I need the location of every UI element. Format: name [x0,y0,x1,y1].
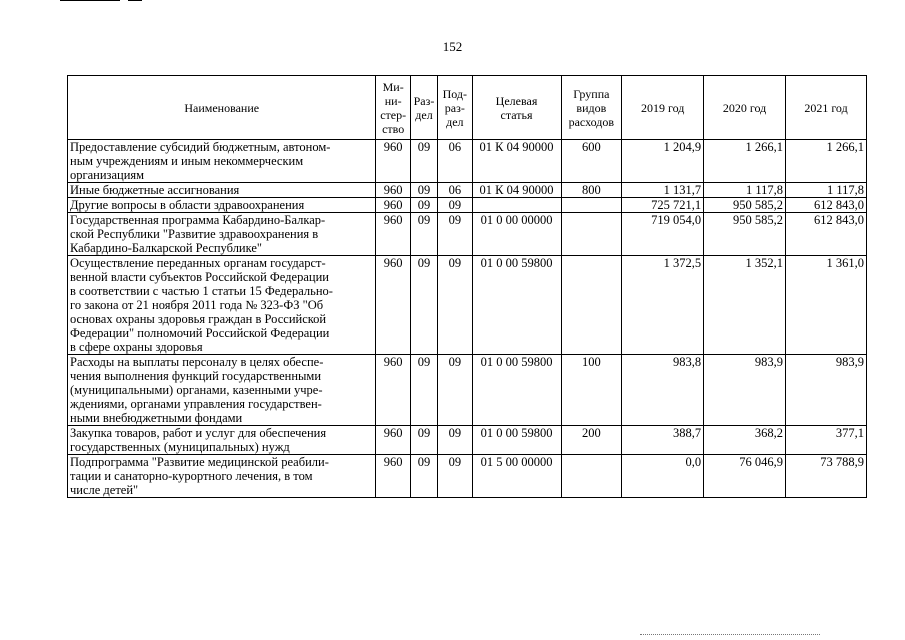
table-row [68,256,867,355]
row-expense-group: 800 [561,183,622,198]
row-2021: 612 843,0 [786,198,867,213]
header-ministry: Ми- ни- стер- ство [376,76,410,140]
header-target: Целевая статья [472,76,561,140]
table-row [68,140,867,183]
row-2019: 1 131,7 [622,183,704,198]
row-ministry: 960 [376,198,410,213]
row-target: 01 К 04 90000 [472,140,561,183]
row-2021: 73 788,9 [786,455,867,498]
row-2020: 950 585,2 [704,213,786,256]
table-row [68,426,867,455]
row-2020: 950 585,2 [704,198,786,213]
row-2019: 388,7 [622,426,704,455]
row-subsection: 09 [438,256,472,355]
row-name: Осуществление переданных органам государст- венной власти субъектов Российской Федерации в соответствии с частью 1 статьи 15 Федерально- го закона от 21 ноября 2011 года № 323-ФЗ "Об основах охраны здоровья граждан в Российской Федерации" полномочий Российской Федерации в сфере охраны здоровья [68,256,376,355]
row-subsection: 09 [438,455,472,498]
row-2019: 0,0 [622,455,704,498]
table-row [68,213,867,256]
row-section: 09 [410,198,437,213]
row-section: 09 [410,455,437,498]
row-ministry: 960 [376,426,410,455]
row-2020: 1 117,8 [704,183,786,198]
row-2020: 983,9 [704,355,786,426]
row-target: 01 0 00 59800 [472,256,561,355]
row-ministry: 960 [376,213,410,256]
row-2021: 1 117,8 [786,183,867,198]
table-row [68,455,867,498]
row-name: Закупка товаров, работ и услуг для обеспечения государственных (муниципальных) нужд [68,426,376,455]
row-section: 09 [410,256,437,355]
header-subsection: Под- раз- дел [438,76,472,140]
row-2019: 719 054,0 [622,213,704,256]
header-name: Наименование [68,76,376,140]
row-name: Предоставление субсидий бюджетным, автоном- ным учреждениям и иным некоммерческим организациям [68,140,376,183]
row-subsection: 06 [438,183,472,198]
row-target: 01 0 00 00000 [472,213,561,256]
row-expense-group: 200 [561,426,622,455]
table-row [68,355,867,426]
row-target: 01 0 00 59800 [472,355,561,426]
row-2020: 368,2 [704,426,786,455]
header-row [68,76,867,140]
row-subsection: 09 [438,213,472,256]
table-row [68,198,867,213]
table-row [68,183,867,198]
row-name: Подпрограмма "Развитие медицинской реабили- тации и санаторно-курортного лечения, в том числе детей" [68,455,376,498]
row-name: Другие вопросы в области здравоохранения [68,198,376,213]
row-section: 09 [410,426,437,455]
header-2021: 2021 год [786,76,867,140]
header-2020: 2020 год [704,76,786,140]
row-subsection: 09 [438,198,472,213]
row-section: 09 [410,213,437,256]
row-section: 09 [410,355,437,426]
header-2019: 2019 год [622,76,704,140]
top-rule [60,0,120,2]
row-name: Государственная программа Кабардино-Балкар- ской Республики "Развитие здравоохранения в Кабардино-Балкарской Республике" [68,213,376,256]
page-number: 152 [442,39,463,54]
header-expense-group: Группа видов расходов [561,76,622,140]
row-name: Расходы на выплаты персоналу в целях обеспе- чения выполнения функций государственными (муниципальными) органами, казенными учре- ждениями, органами управления государствен- ными внебюджетными фондами [68,355,376,426]
row-2020: 76 046,9 [704,455,786,498]
footer-mark [640,634,820,637]
row-expense-group [561,256,622,355]
row-ministry: 960 [376,183,410,198]
row-2019: 1 372,5 [622,256,704,355]
row-ministry: 960 [376,455,410,498]
row-2019: 725 721,1 [622,198,704,213]
row-section: 09 [410,140,437,183]
row-expense-group [561,455,622,498]
row-ministry: 960 [376,140,410,183]
row-section: 09 [410,183,437,198]
row-subsection: 06 [438,140,472,183]
row-2021: 1 361,0 [786,256,867,355]
row-2019: 983,8 [622,355,704,426]
row-2021: 983,9 [786,355,867,426]
row-target: 01 К 04 90000 [472,183,561,198]
row-2020: 1 266,1 [704,140,786,183]
row-subsection: 09 [438,355,472,426]
row-ministry: 960 [376,355,410,426]
row-expense-group [561,198,622,213]
row-2019: 1 204,9 [622,140,704,183]
row-expense-group [561,213,622,256]
row-expense-group: 600 [561,140,622,183]
row-name: Иные бюджетные ассигнования [68,183,376,198]
row-target: 01 5 00 00000 [472,455,561,498]
budget-table [67,75,867,498]
row-2021: 1 266,1 [786,140,867,183]
row-target [472,198,561,213]
row-2020: 1 352,1 [704,256,786,355]
row-subsection: 09 [438,426,472,455]
header-section: Раз- дел [410,76,437,140]
row-ministry: 960 [376,256,410,355]
top-rule-short [128,0,142,2]
row-expense-group: 100 [561,355,622,426]
row-target: 01 0 00 59800 [472,426,561,455]
row-2021: 377,1 [786,426,867,455]
row-2021: 612 843,0 [786,213,867,256]
